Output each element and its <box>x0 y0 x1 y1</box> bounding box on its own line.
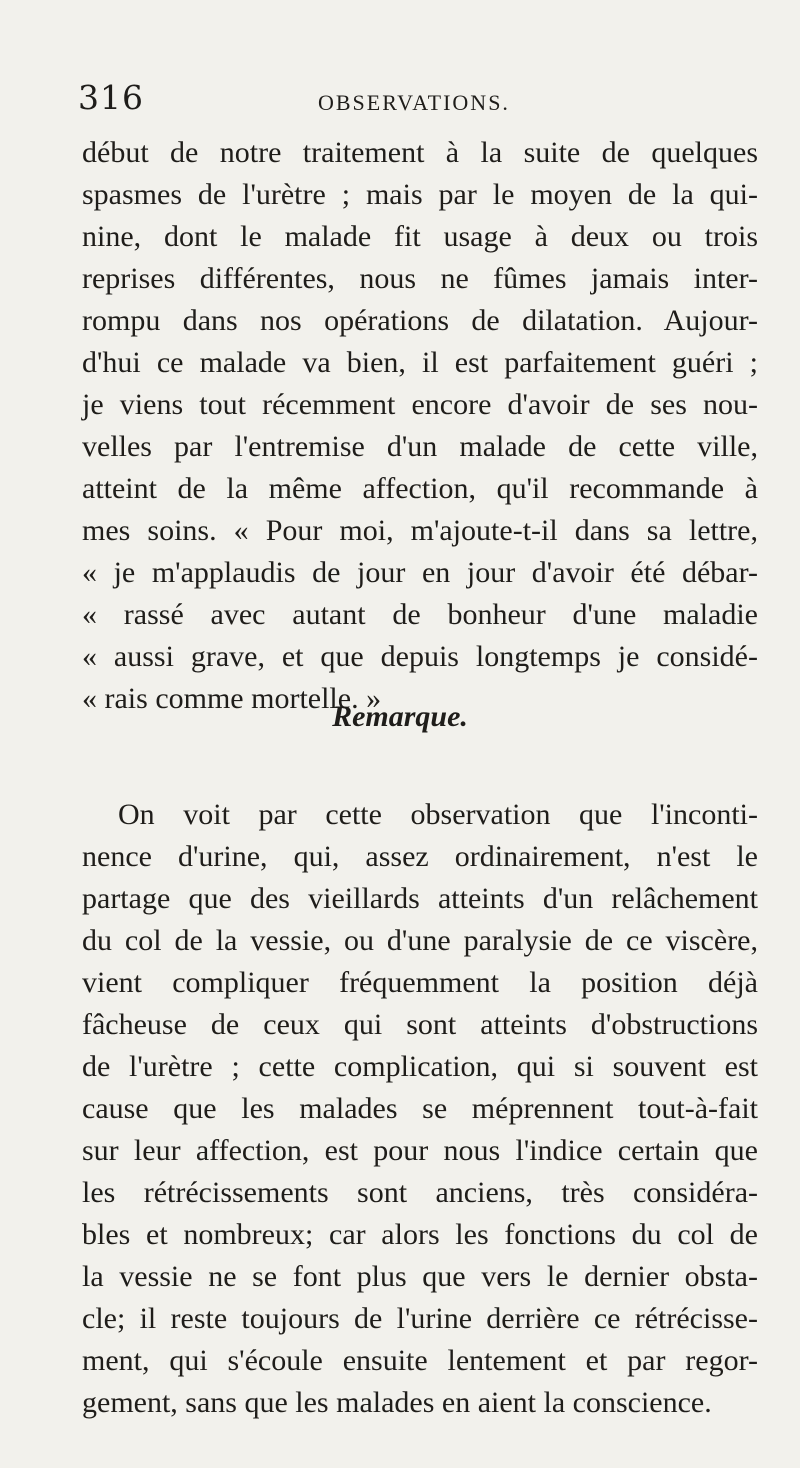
text-line: cle; il reste toujours de l'urine derrière ce rétrécisse- <box>82 1302 758 1335</box>
text-line: mes soins. « Pour moi, m'ajoute-t-il dans sa lettre, <box>82 514 758 547</box>
text-line: ment, qui s'écoule ensuite lentement et par regor- <box>82 1344 758 1377</box>
paragraph-remarque <box>82 794 758 1424</box>
text-line: début de notre traitement à la suite de quelques <box>82 136 758 169</box>
text-line: atteint de la même affection, qu'il recommande à <box>82 472 758 505</box>
section-title: Remarque. <box>332 700 468 733</box>
page-header <box>78 80 758 120</box>
text-line: cause que les malades se méprennent tout-à-fait <box>82 1092 758 1125</box>
text-line: la vessie ne se font plus que vers le dernier obsta- <box>82 1260 758 1293</box>
text-line: du col de la vessie, ou d'une paralysie de ce viscère, <box>82 924 758 957</box>
text-line: On voit par cette observation que l'inconti- <box>118 798 758 831</box>
text-line: les rétrécissements sont anciens, très considéra- <box>82 1176 758 1209</box>
page-number: 316 <box>78 78 144 117</box>
text-line: sur leur affection, est pour nous l'indice certain que <box>82 1134 758 1167</box>
text-line: de l'urètre ; cette complication, qui si souvent est <box>82 1050 758 1083</box>
text-line: bles et nombreux; car alors les fonctions du col de <box>82 1218 758 1251</box>
text-line: vient compliquer fréquemment la position déjà <box>82 966 758 999</box>
text-line: fâcheuse de ceux qui sont atteints d'obstructions <box>82 1008 758 1041</box>
text-line: partage que des vieillards atteints d'un relâchement <box>82 882 758 915</box>
paragraph-observation-end <box>82 132 758 720</box>
text-line: nine, dont le malade fit usage à deux ou trois <box>82 220 758 253</box>
text-line: d'hui ce malade va bien, il est parfaitement guéri ; <box>82 346 758 379</box>
text-line: velles par l'entremise d'un malade de cette ville, <box>82 430 758 463</box>
text-line: « je m'applaudis de jour en jour d'avoir été débar- <box>82 556 758 589</box>
text-line: nence d'urine, qui, assez ordinairement, n'est le <box>82 840 758 873</box>
text-line: je viens tout récemment encore d'avoir de ses nou- <box>82 388 758 421</box>
text-line: « aussi grave, et que depuis longtemps je considé- <box>82 640 758 673</box>
running-head: OBSERVATIONS. <box>318 90 510 115</box>
text-line: reprises différentes, nous ne fûmes jamais inter- <box>82 262 758 295</box>
text-line: gement, sans que les malades en aient la conscience. <box>82 1386 712 1419</box>
text-line: rompu dans nos opérations de dilatation. Aujour- <box>82 304 758 337</box>
text-line: spasmes de l'urètre ; mais par le moyen de la qui- <box>82 178 758 211</box>
text-line: « rais comme mortelle. » <box>82 682 382 715</box>
text-line: « rassé avec autant de bonheur d'une maladie <box>82 598 758 631</box>
